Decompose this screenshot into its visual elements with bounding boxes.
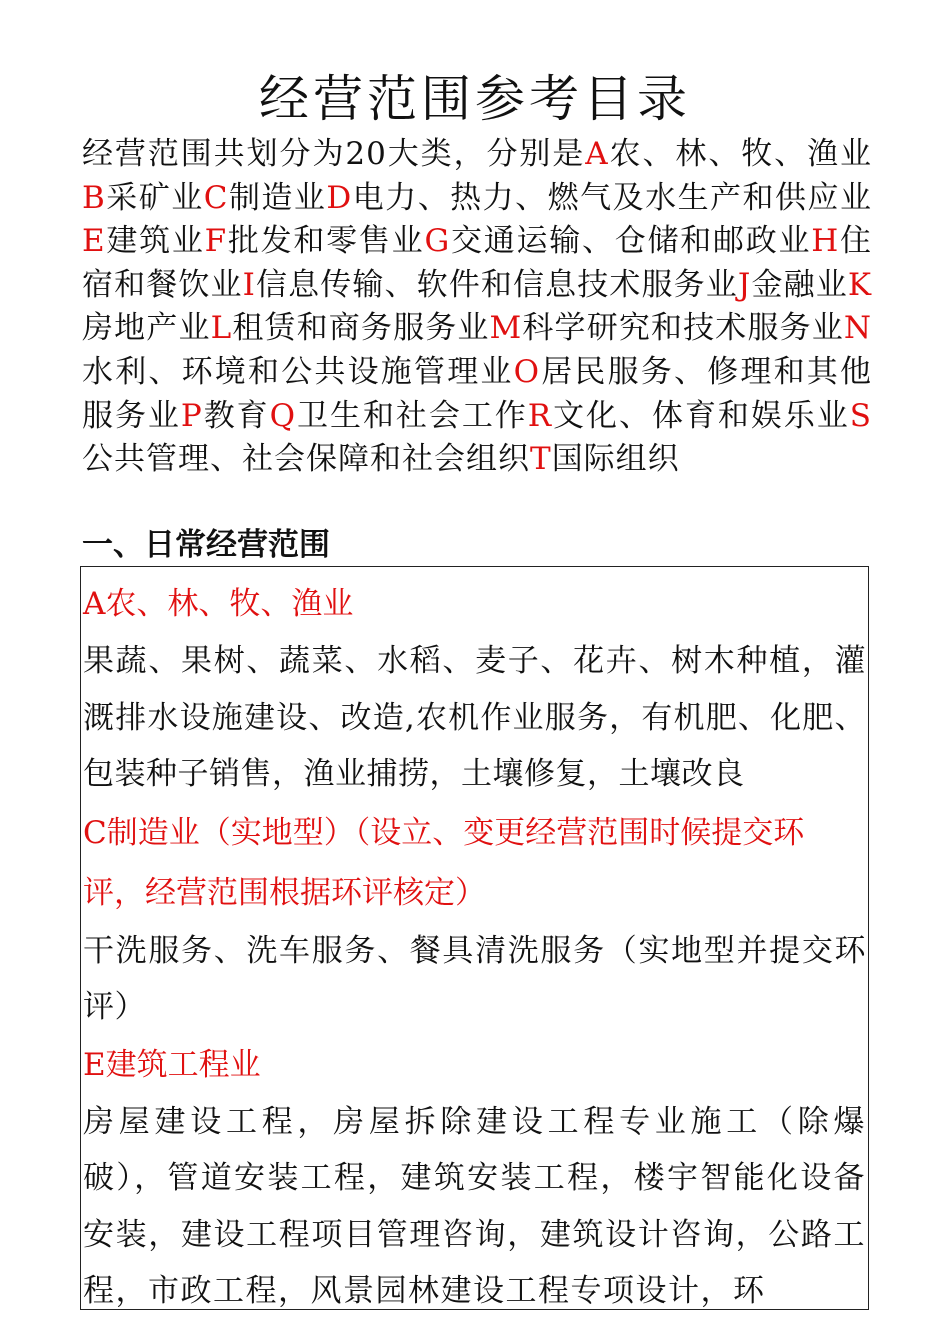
category-list [82, 136, 872, 477]
section-title-a: A农、林、牧、渔业 [83, 586, 354, 622]
category-name: 交通运输、仓储和邮政业 [450, 223, 812, 260]
category-code: I [242, 266, 256, 303]
section-title-e: E建筑工程业 [83, 1046, 261, 1083]
category-name: 制造业 [228, 179, 327, 216]
category-code: E [82, 223, 106, 260]
category-name: 文化、体育和娱乐业 [552, 397, 850, 434]
section-title-c: C制造业（实地型）（设立、变更经营范围时候提交环评，经营范围根据环评核定） [83, 814, 805, 911]
category-name: 卫生和社会工作 [296, 397, 528, 434]
category-name: 居民服务、修理和其他服务业 [82, 353, 873, 434]
category-code: S [849, 397, 873, 434]
category-code: R [527, 397, 553, 434]
intro-paragraph [82, 133, 872, 482]
category-code: J [737, 266, 752, 303]
category-code: N [843, 310, 873, 347]
scope-table [80, 566, 869, 1310]
category-name: 房地产业 [82, 310, 211, 347]
category-code: M [489, 310, 523, 347]
category-code: L [210, 310, 233, 347]
category-code: D [326, 179, 353, 216]
category-code: G [424, 223, 451, 260]
section-heading: 一、日常经营范围 [82, 527, 330, 563]
category-code: F [204, 223, 228, 260]
category-name: 住宿和餐饮业 [82, 223, 873, 303]
category-name: 公共管理、社会保障和社会组织 [82, 441, 530, 478]
category-code: A [585, 136, 609, 172]
category-name: 采矿业 [105, 179, 204, 216]
category-code: H [811, 223, 840, 260]
category-name: 教育 [202, 397, 270, 434]
category-code: P [180, 397, 203, 434]
category-name: 水利、环境和公共设施管理业 [82, 353, 514, 390]
category-name: 科学研究和技术服务业 [522, 310, 844, 347]
section-body-e: 房屋建设工程，房屋拆除建设工程专业施工（除爆破），管道安装工程，建筑安装工程，楼宇智能化设备安装，建设工程项目管理咨询，建筑设计咨询，公路工程，市政工程，风景园林建设工程专项设计，环 [83, 1103, 866, 1309]
category-name: 建筑业 [105, 223, 205, 260]
category-name: 国际组织 [551, 441, 680, 478]
category-code: K [847, 266, 873, 303]
page-title: 经营范围参考目录 [259, 69, 691, 128]
category-name: 租赁和商务服务业 [232, 310, 490, 347]
section-body-c: 干洗服务、洗车服务、餐具清洗服务（实地型并提交环评） [83, 932, 866, 1025]
category-name: 批发和零售业 [227, 223, 425, 260]
section-body-a: 果蔬、果树、蔬菜、水稻、麦子、花卉、树木种植，灌溉排水设施建设、改造,农机作业服务，有机肥、化肥、包装种子销售，渔业捕捞，土壤修复，土壤改良 [83, 643, 866, 792]
category-code: C [203, 179, 229, 216]
category-name: 农、林、牧、渔业 [608, 136, 872, 172]
category-name: 信息传输、软件和信息技术服务业 [255, 266, 738, 303]
intro-lead: 经营范围共划分为20大类，分别是 [82, 136, 586, 172]
category-name: 电力、热力、燃气及水生产和供应业 [352, 179, 872, 216]
category-code: T [530, 441, 552, 478]
category-code: O [513, 353, 541, 390]
category-code: Q [269, 397, 297, 434]
category-code: B [82, 179, 106, 216]
category-name: 金融业 [751, 266, 848, 303]
